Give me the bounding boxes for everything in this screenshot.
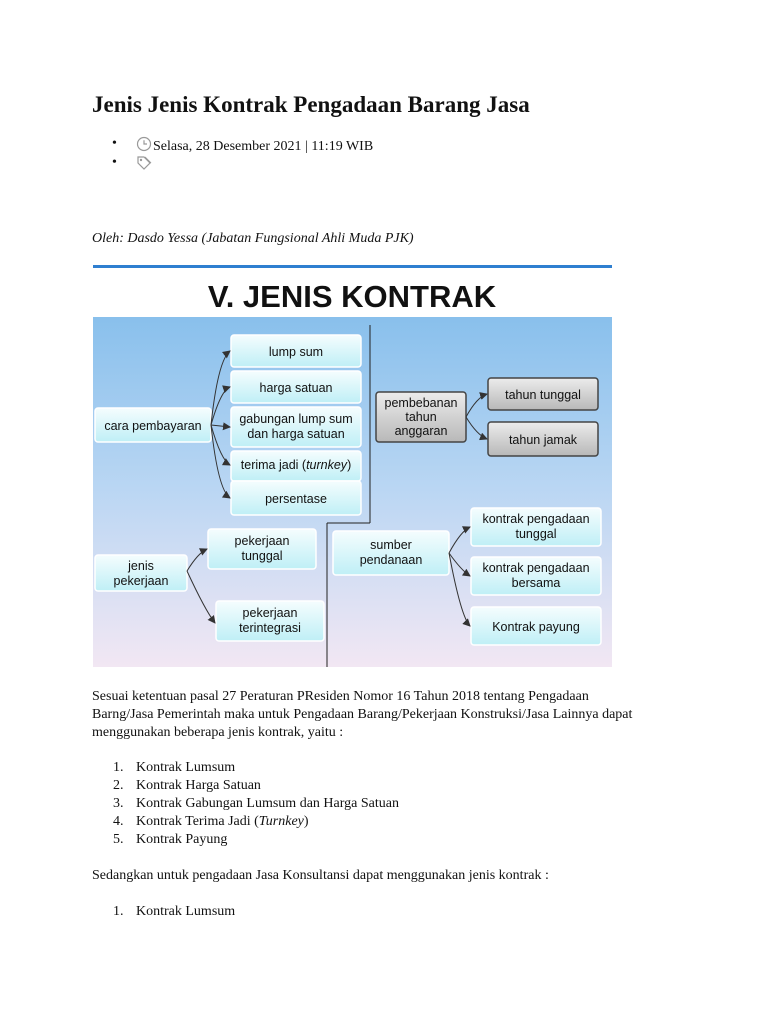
cara-pembayaran-label: cara pembayaran: [104, 419, 202, 433]
consultancy-list: [92, 903, 235, 921]
jenis-pekerjaan-line1: jenis: [128, 559, 154, 573]
article-date: Selasa, 28 Desember 2021 | 11:19 WIB: [153, 139, 374, 154]
pembebanan-line1: pembebanan: [384, 396, 458, 410]
list-item: 4. Kontrak Terima Jadi (Turnkey): [113, 814, 309, 829]
article-author: Oleh: Dasdo Yessa (Jabatan Fungsional Ahli Muda PJK): [92, 231, 414, 246]
list-item: 1. Kontrak Lumsum: [113, 760, 236, 775]
intro-line1: Sesuai ketentuan pasal 27 Peraturan PResiden Nomor 16 Tahun 2018 tentang Pengadaan: [92, 689, 589, 704]
contract-types-list: [92, 759, 399, 849]
meta-date-item: [92, 136, 373, 155]
pembebanan-line3: anggaran: [394, 424, 448, 438]
payment-lump-sum: lump sum: [268, 345, 324, 359]
intro-line2: Barng/Jasa Pemerintah maka untuk Pengadaan Barang/Pekerjaan Konstruksi/Jasa Lainnya dapat: [92, 707, 633, 722]
article-meta: [92, 136, 373, 174]
sumber-tunggal-line1: kontrak pengadaan: [482, 512, 590, 526]
sumber-line1: sumber: [370, 538, 412, 552]
diagram-heading: V. JENIS KONTRAK: [207, 279, 497, 314]
list-item: 2. Kontrak Harga Satuan: [113, 778, 261, 793]
jenis-pekerjaan-line2: pekerjaan: [113, 574, 169, 588]
clock-icon: [136, 136, 152, 157]
consultancy-paragraph: Sedangkan untuk pengadaan Jasa Konsultansi dapat menggunakan jenis kontrak :: [92, 868, 549, 883]
intro-line3: menggunakan beberapa jenis kontrak, yaitu :: [92, 725, 344, 740]
payment-persentase: persentase: [265, 492, 327, 506]
article-title: Jenis Jenis Kontrak Pengadaan Barang Jasa: [92, 92, 530, 117]
sumber-bersama-line1: kontrak pengadaan: [482, 561, 590, 575]
list-item: 1. Kontrak Lumsum: [113, 904, 236, 919]
tahun-tunggal: tahun tunggal: [505, 388, 581, 402]
payment-terima-jadi: terima jadi (turnkey): [240, 458, 352, 472]
sumber-bersama-line2: bersama: [511, 576, 561, 590]
sumber-tunggal-line2: tunggal: [515, 527, 557, 541]
pekerjaan-terintegrasi-line2: terintegrasi: [239, 621, 301, 635]
meta-tag-item: [92, 155, 373, 174]
list-item: 5. Kontrak Payung: [113, 832, 228, 847]
pembebanan-line2: tahun: [405, 410, 437, 424]
tahun-jamak: tahun jamak: [508, 433, 578, 447]
tag-icon[interactable]: [136, 155, 152, 176]
payment-gabungan-line1: gabungan lump sum: [239, 412, 353, 426]
payment-gabungan-line2: dan harga satuan: [247, 427, 345, 441]
payment-harga-satuan: harga satuan: [259, 381, 333, 395]
list-item: 3. Kontrak Gabungan Lumsum dan Harga Satuan: [113, 796, 399, 811]
intro-paragraph: [92, 688, 692, 742]
pekerjaan-terintegrasi-line1: pekerjaan: [242, 606, 298, 620]
pekerjaan-tunggal-line1: pekerjaan: [234, 534, 290, 548]
jenis-kontrak-diagram: [93, 265, 612, 667]
sumber-line2: pendanaan: [359, 553, 423, 567]
kontrak-payung: Kontrak payung: [492, 620, 580, 634]
pekerjaan-tunggal-line2: tunggal: [241, 549, 283, 563]
